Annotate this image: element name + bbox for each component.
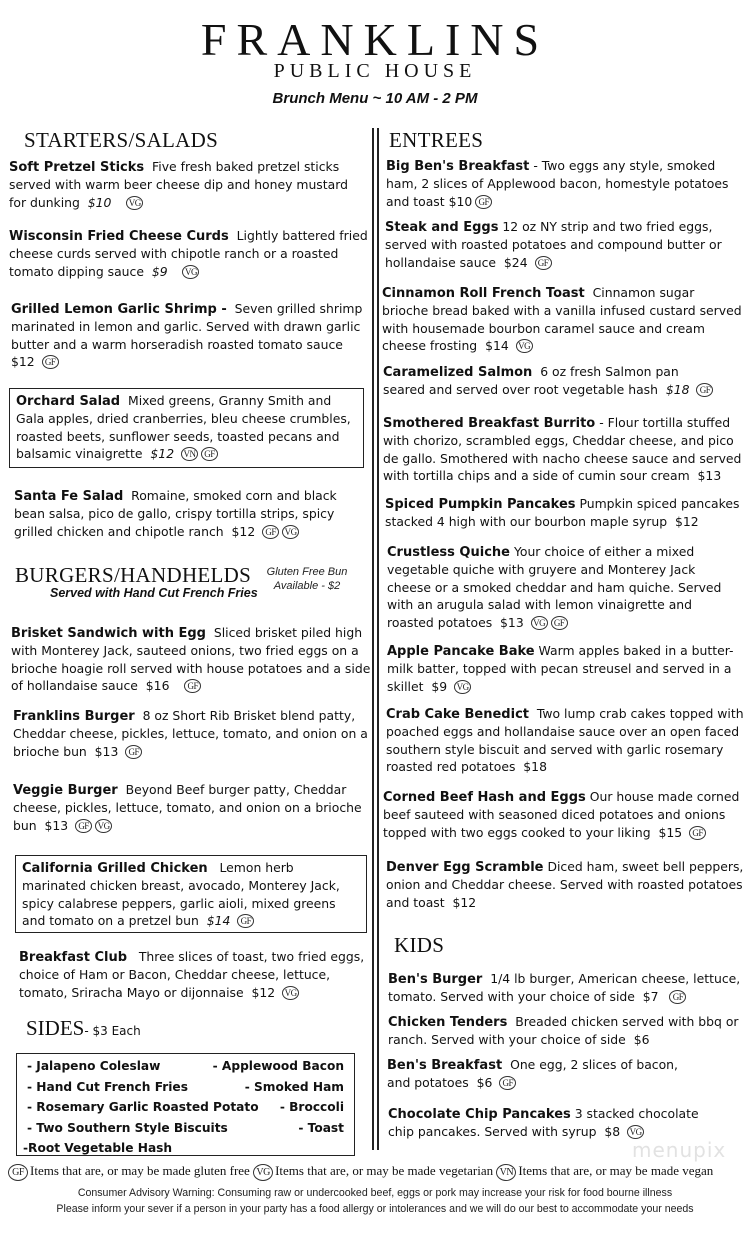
item-name: Franklins Burger [13, 709, 135, 724]
gluten-free-badge-icon: GF [237, 914, 254, 928]
item-desc: Our house made corned beef sauteed with seasoned diced potatoes and onions topped with two eggs cooked to your liking [383, 789, 740, 840]
note-line: Gluten Free Bun [266, 566, 348, 578]
menu-item [382, 284, 744, 355]
gluten-free-badge-icon: GF [499, 1076, 516, 1090]
vegetarian-badge-icon: VG [282, 986, 299, 1000]
vegetarian-badge-icon: VG [516, 339, 533, 353]
menu-item [9, 227, 371, 280]
vegetarian-badge-icon: VG [282, 525, 299, 539]
item-price: $12 [675, 514, 699, 530]
item-desc: - Flour tortilla stuffed with chorizo, scrambled eggs, Cheddar cheese, and pico de gallo. Smothered with nacho cheese sauce and served with tortilla chips and a side of cumin sour cream [383, 415, 742, 484]
item-desc: 12 oz NY strip and two fried eggs, served with roasted potatoes and compound butter or hollandaise sauce [385, 219, 722, 270]
menu-item [387, 1056, 687, 1092]
item-price: $9 [151, 263, 168, 279]
item-desc: Breaded chicken served with bbq or ranch. Served with your choice of side [388, 1014, 739, 1048]
section-title-starters: STARTERS/SALADS [24, 128, 219, 152]
gluten-free-badge-icon: GF [551, 616, 568, 630]
item-desc: Lemon herb marinated chicken breast, avocado, Monterey Jack, spicy calabrese peppers, garlic aioli, mixed greens and tomato on a pretzel bun [22, 860, 340, 929]
section-title-burgers: BURGERS/HANDHELDS [15, 563, 252, 587]
menu-item [385, 495, 750, 531]
item-price: $12 [11, 354, 35, 370]
side-row [22, 1118, 349, 1139]
vegetarian-badge-icon: VG [126, 196, 143, 210]
item-price: $12 [150, 446, 175, 462]
item-desc: Sliced brisket piled high with Monterey Jack, sauteed onions, two fried eggs on a brioche hoagie roll served with house potatoes and a side of hollandaise sauce [11, 625, 371, 694]
side-item: - Broccoli [279, 1100, 344, 1114]
note-line: Available - $2 [273, 580, 341, 592]
item-price: $7 [642, 989, 659, 1005]
side-row [22, 1097, 349, 1118]
item-name: Orchard Salad [16, 394, 121, 409]
item-name: Ben's Burger [388, 972, 483, 987]
side-item: - Two Southern Style Biscuits [27, 1120, 228, 1135]
item-price: $10 [87, 194, 112, 210]
vegan-badge-icon: VN [496, 1164, 516, 1181]
legend-vg-text: Items that are, or may be made vegetarian [275, 1163, 494, 1178]
item-desc: Two lump crab cakes topped with poached eggs and hollandaise sauce over an open faced southern style biscuit and served with garlic rosemary roasted red potatoes [386, 706, 744, 775]
gluten-free-badge-icon: GF [262, 525, 279, 539]
featured-menu-item [9, 388, 364, 468]
vegetarian-badge-icon: VG [95, 819, 112, 833]
item-price: $15 [658, 824, 683, 840]
side-row [22, 1138, 349, 1159]
side-row [22, 1077, 349, 1098]
item-price: $14 [485, 338, 509, 354]
sides-list [16, 1053, 355, 1156]
consumer-advisory: Consumer Advisory Warning: Consuming raw or undercooked beef, eggs or pork may increase your risk for food bourne illness [77, 1187, 673, 1199]
item-name: Wisconsin Fried Cheese Curds [9, 229, 229, 244]
menu-item [9, 158, 364, 211]
legend-vn-text: Items that are, or may be made vegan [518, 1163, 714, 1178]
item-name: Soft Pretzel Sticks [9, 160, 145, 175]
item-name: Cinnamon Roll French Toast [382, 286, 585, 301]
item-price: $8 [604, 1124, 621, 1140]
side-item: - Jalapeno Coleslaw [27, 1059, 161, 1073]
item-price: $13 [697, 468, 722, 484]
item-price: $12 [251, 984, 276, 1000]
side-item: -Root Vegetable Hash [23, 1141, 173, 1155]
item-desc: Seven grilled shrimp marinated in lemon and garlic. Served with drawn garlic butter and a warm horseradish roasted tomato sauce [11, 301, 363, 352]
item-name: Grilled Lemon Garlic Shrimp - [11, 302, 227, 317]
item-name: Crustless Quiche [387, 545, 510, 560]
item-desc: 6 oz fresh Salmon pan seared and served over root vegetable hash [383, 364, 679, 398]
menu-item [13, 781, 363, 834]
side-item: - Smoked Ham [244, 1079, 344, 1094]
menu-item [383, 363, 723, 399]
menu-item [11, 300, 363, 371]
gluten-free-bun-note [262, 565, 352, 593]
gluten-free-badge-icon: GF [8, 1164, 28, 1181]
item-price: $18 [665, 382, 690, 398]
item-desc: One egg, 2 slices of bacon, and potatoes [387, 1057, 678, 1091]
item-desc: Three slices of toast, two fried eggs, choice of Ham or Bacon, Cheddar cheese, lettuce, tomato, Sriracha Mayo or dijonnaise [19, 949, 365, 1000]
allergy-notice: Please inform your sever if a person in your party has a food allergy or intolerances and we will do our best to accommodate your needs [56, 1203, 694, 1215]
vegetarian-badge-icon: VG [531, 616, 548, 630]
item-price: $18 [523, 759, 547, 775]
vegan-badge-icon: VN [181, 447, 198, 461]
item-desc: 1/4 lb burger, American cheese, lettuce, tomato. Served with your choice of side [388, 971, 741, 1005]
menu-item [387, 642, 747, 695]
item-name: Steak and Eggs [385, 220, 499, 235]
gluten-free-badge-icon: GF [184, 679, 201, 693]
item-name: Chicken Tenders [388, 1015, 508, 1030]
watermark-logo: menupix [632, 1138, 727, 1162]
sides-title: SIDES [26, 1016, 85, 1040]
side-item: - Toast [298, 1120, 344, 1135]
item-price: $6 [633, 1032, 650, 1048]
menu-item [386, 157, 746, 210]
item-desc: Lightly battered fried cheese curds served with chipotle ranch or a roasted tomato dipping sauce [9, 228, 368, 279]
item-name: Big Ben's Breakfast [386, 159, 530, 174]
menu-item [383, 414, 748, 485]
item-desc: Beyond Beef burger patty, Cheddar cheese, pickles, lettuce, tomato, and onion on a brioche bun [13, 782, 362, 833]
menu-item [386, 705, 748, 776]
vegetarian-badge-icon: VG [454, 680, 471, 694]
item-desc: Your choice of either a mixed vegetable quiche with gruyere and Monterey Jack cheese or a smoked cheddar and ham quiche. Served with an arugula salad with lemon vinaigrette and roasted potatoes [387, 544, 722, 630]
item-desc: Romaine, smoked corn and black bean salsa, pico de gallo, crispy tortilla strips, spicy grilled chicken and chipotle ranch [14, 488, 337, 539]
menu-item [11, 624, 371, 695]
menu-item [385, 218, 745, 271]
item-name: Santa Fe Salad [14, 489, 124, 504]
gluten-free-badge-icon: GF [689, 826, 706, 840]
section-title-sides [26, 1016, 141, 1041]
item-name: Apple Pancake Bake [387, 644, 535, 659]
item-price: $16 [145, 678, 170, 694]
menu-item [14, 487, 369, 540]
item-price: $9 [431, 678, 448, 694]
gluten-free-badge-icon: GF [475, 195, 492, 209]
item-name: Corned Beef Hash and Eggs [383, 790, 586, 805]
item-desc: Diced ham, sweet bell peppers, onion and Cheddar cheese. Served with roasted potatoes and toast [386, 859, 744, 910]
menu-hours: Brunch Menu ~ 10 AM - 2 PM [272, 90, 478, 107]
restaurant-subtitle: PUBLIC HOUSE [273, 60, 477, 82]
item-name: California Grilled Chicken [22, 861, 208, 876]
item-price: $14 [206, 913, 231, 929]
item-name: Spiced Pumpkin Pancakes [385, 497, 576, 512]
item-desc: Mixed greens, Granny Smith and Gala apples, dried cranberries, bleu cheese crumbles, roasted beets, sunflower seeds, toasted pecans and balsamic vinaigrette [16, 393, 351, 462]
item-name: Veggie Burger [13, 783, 118, 798]
gluten-free-badge-icon: GF [75, 819, 92, 833]
menu-item [387, 543, 737, 631]
item-price: $10 [448, 193, 473, 209]
item-name: Denver Egg Scramble [386, 860, 544, 875]
menu-item [388, 1105, 718, 1141]
side-item: - Rosemary Garlic Roasted Potato [27, 1100, 259, 1114]
item-desc: Five fresh baked pretzel sticks served with warm beer cheese dip and honey mustard for dunking [9, 159, 348, 210]
gluten-free-badge-icon: GF [201, 447, 218, 461]
gluten-free-badge-icon: GF [669, 990, 686, 1004]
gluten-free-badge-icon: GF [125, 745, 142, 759]
item-desc: Cinnamon sugar brioche bread baked with a vanilla infused custard served with housemade bourbon caramel sauce and cream cheese frosting [382, 285, 742, 354]
section-subtitle-burgers: Served with Hand Cut French Fries [50, 586, 258, 600]
item-price: $12 [452, 894, 477, 910]
item-name: Crab Cake Benedict [386, 707, 529, 722]
item-name: Ben's Breakfast [387, 1058, 503, 1073]
menu-item [19, 948, 371, 1001]
column-divider [372, 128, 379, 1150]
item-name: Caramelized Salmon [383, 365, 533, 380]
item-price: $24 [503, 254, 528, 270]
legend-gf-text: Items that are, or may be made gluten free [30, 1163, 250, 1178]
vegetarian-badge-icon: VG [253, 1164, 273, 1181]
gluten-free-badge-icon: GF [535, 256, 552, 270]
item-price: $13 [44, 817, 69, 833]
vegetarian-badge-icon: VG [182, 265, 199, 279]
menu-item [388, 1013, 748, 1049]
menu-item [388, 970, 748, 1006]
item-desc: 3 stacked chocolate chip pancakes. Served with syrup [388, 1106, 699, 1140]
section-title-entrees: ENTREES [389, 128, 484, 152]
item-desc: 8 oz Short Rib Brisket blend patty, Cheddar cheese, pickles, lettuce, tomato, and onion on a brioche bun [13, 708, 368, 759]
sides-price-note: - $3 Each [84, 1024, 141, 1038]
side-item: - Applewood Bacon [212, 1059, 344, 1073]
section-title-kids: KIDS [394, 933, 445, 957]
item-name: Smothered Breakfast Burrito [383, 416, 596, 431]
side-row [22, 1056, 349, 1077]
dietary-legend [8, 1163, 748, 1181]
item-price: $6 [476, 1075, 493, 1091]
vegetarian-badge-icon: VG [627, 1125, 644, 1139]
item-desc: Pumpkin spiced pancakes stacked 4 high with our bourbon maple syrup [385, 496, 740, 530]
item-name: Chocolate Chip Pancakes [388, 1107, 571, 1122]
gluten-free-badge-icon: GF [42, 355, 59, 369]
restaurant-name: FRANKLINS [200, 14, 550, 65]
side-item: - Hand Cut French Fries [27, 1079, 188, 1094]
item-name: Breakfast Club [19, 950, 128, 965]
item-name: Brisket Sandwich with Egg [11, 626, 206, 641]
menu-item [13, 707, 371, 760]
menu-item [386, 858, 748, 911]
item-desc: - Two eggs any style, smoked ham, 2 slices of Applewood bacon, homestyle potatoes and toast [386, 158, 729, 209]
item-price: $13 [94, 743, 119, 759]
gluten-free-badge-icon: GF [696, 383, 713, 397]
item-price: $13 [500, 614, 524, 630]
item-price: $12 [231, 523, 256, 539]
item-desc: Warm apples baked in a butter-milk batter, topped with pecan streusel and served in a skillet [387, 643, 734, 694]
menu-item [383, 788, 748, 841]
featured-menu-item [15, 855, 367, 933]
